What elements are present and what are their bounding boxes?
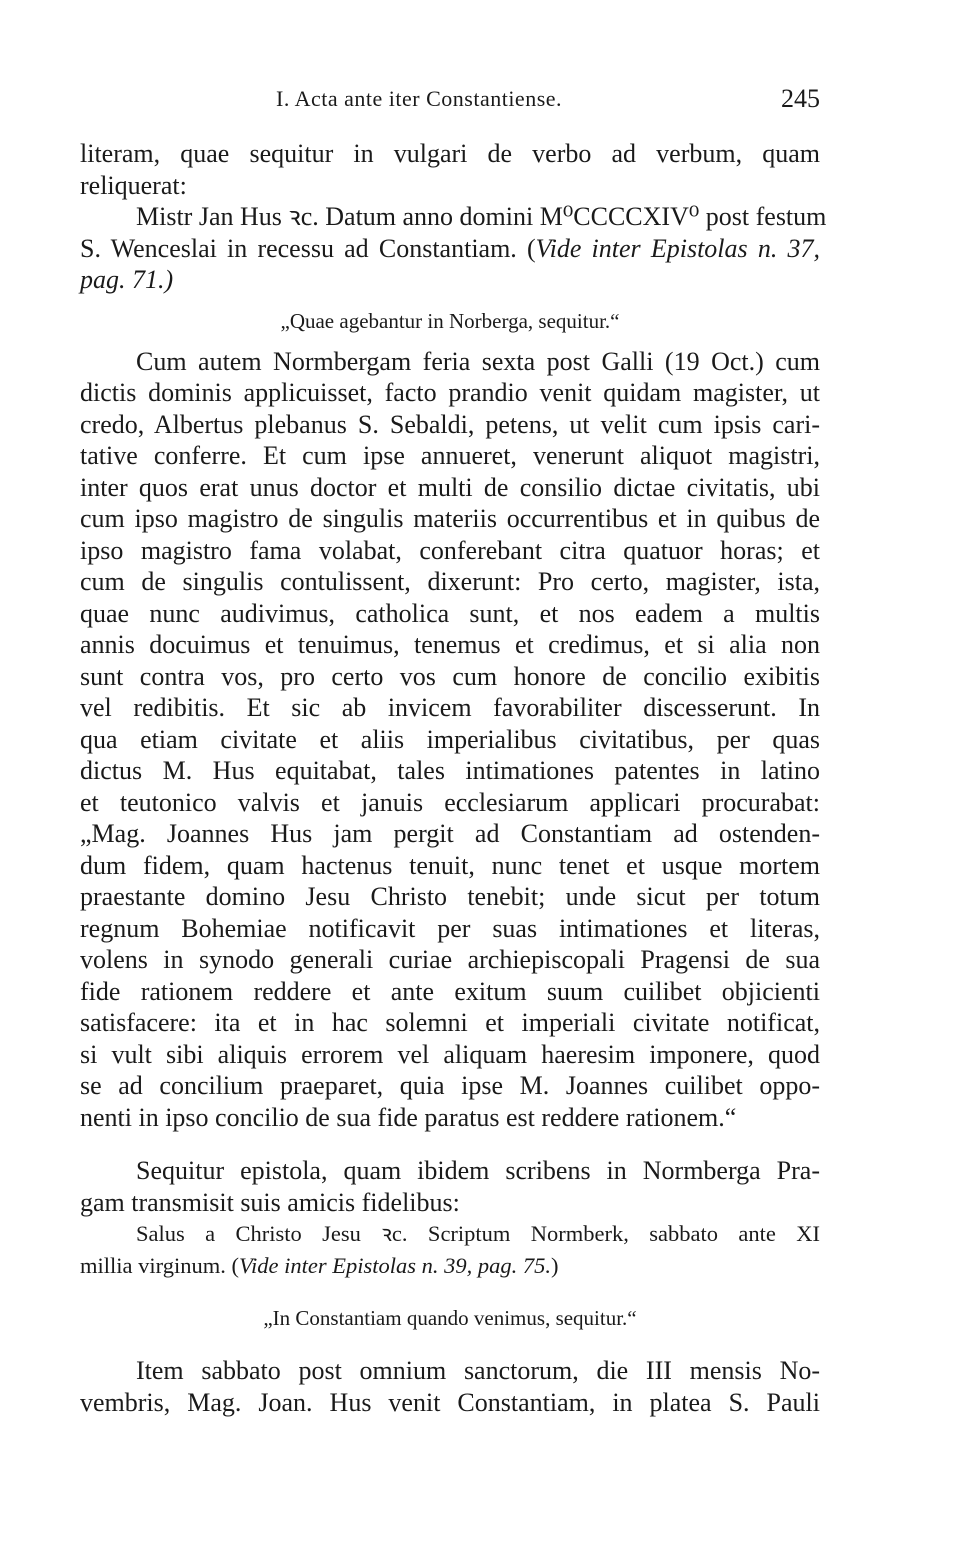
page-header: [80, 86, 820, 126]
text-line: Cum autem Normbergam feria sexta post Galli (19 Oct.) cum: [136, 346, 820, 376]
section-heading-constantia: „In Constantiam quando venimus, sequitur.“: [263, 1306, 637, 1330]
text-line: [80, 264, 820, 296]
text-line: vembris, Mag. Joan. Hus venit Constantiam, in platea S. Pauli: [80, 1387, 820, 1417]
text-line: cum de singulis contulissent, dixerunt: Pro certo, magister, ista,: [80, 567, 820, 596]
paragraph-5-letter-note: [80, 1218, 820, 1281]
text-line: inter quos erat unus doctor et multi de consilio dictae civitatis, ubi: [80, 472, 820, 502]
text-line: sunt contra vos, pro certo vos cum honore de concilio exibitis: [80, 661, 820, 691]
text-line: ipso magistro fama volabat, conferebant citra quatuor horas; et: [80, 535, 820, 565]
text-line: regnum Bohemiae notificavit per suas intimationes et literas,: [80, 913, 820, 943]
section-heading-norberga: „Quae agebantur in Norberga, sequitur.“: [280, 308, 620, 333]
paragraph-1: [80, 138, 820, 201]
text-line: si vult sibi aliquis errorem vel aliquam haeresim imponere, quod: [80, 1039, 820, 1069]
text-line: reliquerat:: [80, 170, 187, 200]
text-line: Sequitur epistola, quam ibidem scribens in Normberga Pra-: [136, 1156, 820, 1185]
text-line: annis docuimus et tenuimus, tenemus et credimus, et si alia non: [80, 630, 820, 659]
text-line: se ad concilium praeparet, quia ipse M. Joannes cuilibet oppo-: [80, 1071, 820, 1100]
text-line: gam transmisit suis amicis fidelibus:: [80, 1187, 460, 1217]
text-line: satisfacere: ita et in hac solemni et imperiali civitate notificat,: [80, 1008, 820, 1037]
page-number: 245: [781, 84, 820, 113]
paragraph-2-letter-note: [80, 201, 827, 296]
text-line: et teutonico valvis et januis ecclesiarum applicari procurabat:: [80, 787, 820, 817]
text-line: literam, quae sequitur in vulgari de verbo ad verbum, quam: [80, 139, 820, 168]
text-line: fide rationem reddere et ante exitum suum cuilibet objicienti: [80, 976, 820, 1006]
text-line: volens in synodo generali curiae archiepiscopali Pragensi de sua: [80, 945, 820, 974]
text-line: vel redibitis. Et sic ab invicem favorabiliter discesserunt. In: [80, 693, 820, 722]
text-line: qua etiam civitate et aliis imperialibus civitatibus, per quas: [80, 724, 820, 754]
text-run: millia virginum. (: [80, 1252, 239, 1278]
running-head: I. Acta ante iter Constantiense.: [276, 86, 563, 111]
text-line: [80, 1250, 820, 1282]
cross-reference: Vide inter Epistolas n. 37,: [535, 233, 820, 263]
text-line: Mistr Jan Hus ꝛc. Datum anno domini M⁰CCCCXIV⁰ post festum: [136, 202, 827, 231]
text-line: nenti in ipso concilio de sua fide paratus est reddere rationem.“: [80, 1102, 737, 1132]
text-line: credo, Albertus plebanus S. Sebaldi, petens, ut velit cum ipsis cari-: [80, 409, 820, 439]
text-line: quae nunc audivimus, catholica sunt, et nos eadem a multis: [80, 598, 820, 628]
text-run: S. Wenceslai in recessu ad Constantiam. (: [80, 233, 536, 263]
text-line: praestante domino Jesu Christo tenebit; unde sicut per totum: [80, 882, 820, 911]
paragraph-3: [80, 346, 820, 1134]
text-line: dictis dominis applicuisset, facto prandio venit quidam magister, ut: [80, 378, 820, 407]
cross-reference: Vide inter Epistolas n. 39, pag. 75.: [238, 1252, 552, 1278]
closing-paren: ): [551, 1252, 559, 1278]
text-line: „Mag. Joannes Hus jam pergit ad Constantiam ad ostenden-: [80, 819, 820, 848]
text-line: Salus a Christo Jesu ꝛc. Scriptum Normberk, sabbato ante XI: [136, 1221, 820, 1246]
paragraph-6: [80, 1355, 820, 1418]
text-line: dum fidem, quam hactenus tenuit, nunc tenet et usque mortem: [80, 850, 820, 880]
text-line: [80, 233, 820, 265]
page-body: [80, 138, 827, 1418]
text-line: tative conferre. Et cum ipse annueret, venerunt aliquot magistri,: [80, 441, 820, 470]
text-line: dictus M. Hus equitabat, tales intimationes patentes in latino: [80, 756, 820, 785]
paragraph-4: [80, 1155, 820, 1218]
cross-reference-page: pag. 71.): [80, 265, 174, 294]
text-line: Item sabbato post omnium sanctorum, die III mensis No-: [136, 1356, 820, 1385]
text-line: cum ipso magistro de singulis materiis occurrentibus et in quibus de: [80, 504, 820, 533]
